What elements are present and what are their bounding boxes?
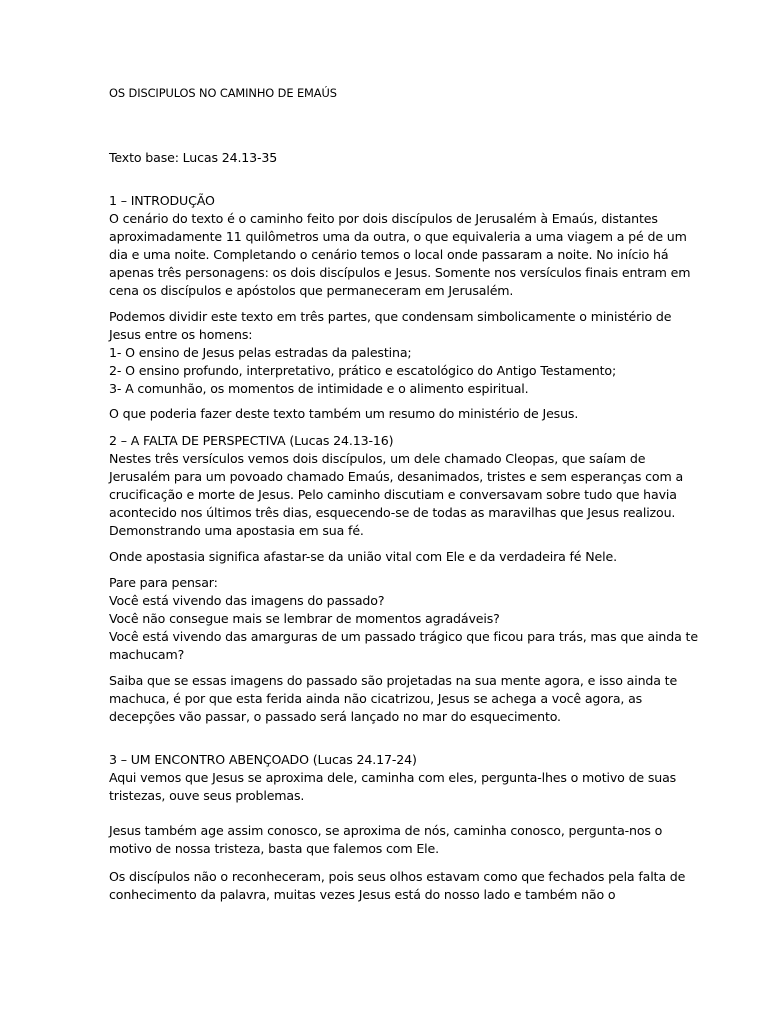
document-title: OS DISCIPULOS NO CAMINHO DE EMAÚS <box>109 86 337 100</box>
base-text: Texto base: Lucas 24.13-35 <box>109 150 278 165</box>
paragraph-jesus-with-us <box>109 822 669 858</box>
paragraph-line: dia e uma noite. Completando o cenário temos o local onde passaram a noite. No início há <box>109 247 669 262</box>
paragraph-line: Os discípulos não o reconheceram, pois seus olhos estavam como que fechados pela falta de <box>109 869 686 884</box>
paragraph-line: Você está vivendo das amarguras de um passado trágico que ficou para trás, mas que ainda te <box>109 629 698 644</box>
section-heading: 3 – UM ENCONTRO ABENÇOADO (Lucas 24.17-24) <box>109 752 417 767</box>
paragraph-not-recognized <box>109 868 686 904</box>
paragraph-line: machucam? <box>109 647 185 662</box>
section-blessed-encounter <box>109 751 677 805</box>
section-heading: 2 – A FALTA DE PERSPECTIVA (Lucas 24.13-16) <box>109 433 394 448</box>
list-item: 1- O ensino de Jesus pelas estradas da palestina; <box>109 345 412 360</box>
paragraph-line: O cenário do texto é o caminho feito por dois discípulos de Jerusalém à Emaús, distantes <box>109 211 658 226</box>
paragraph-line: aproximadamente 11 quilômetros uma da outra, o que equivaleria a uma viagem a pé de um <box>109 229 687 244</box>
section-lack-of-perspective <box>109 432 684 540</box>
list-item: 2- O ensino profundo, interpretativo, prático e escatológico do Antigo Testamento; <box>109 363 617 378</box>
paragraph-line: decepções vão passar, o passado será lançado no mar do esquecimento. <box>109 709 561 724</box>
paragraph-line: motivo de nossa tristeza, basta que falemos com Ele. <box>109 841 439 856</box>
paragraph-line: conhecimento da palavra, muitas vezes Jesus está do nosso lado e também não o <box>109 887 616 902</box>
paragraph-line: O que poderia fazer deste texto também um resumo do ministério de Jesus. <box>109 406 579 421</box>
paragraph-line: Demonstrando uma apostasia em sua fé. <box>109 523 364 538</box>
paragraph-line: Você não consegue mais se lembrar de momentos agradáveis? <box>109 611 500 626</box>
paragraph-line: tristezas, ouve seus problemas. <box>109 788 305 803</box>
paragraph-apostasy <box>109 548 669 566</box>
paragraph-line: Nestes três versículos vemos dois discípulos, um dele chamado Cleopas, que saíam de <box>109 451 646 466</box>
paragraph-line: cena os discípulos e apóstolos que permaneceram em Jerusalém. <box>109 283 514 298</box>
list-item: 3- A comunhão, os momentos de intimidade e o alimento espiritual. <box>109 381 529 396</box>
paragraph-line: crucificação e morte de Jesus. Pelo caminho discutiam e conversavam sobre tudo que havia <box>109 487 677 502</box>
paragraph-line: Jesus entre os homens: <box>109 327 253 342</box>
paragraph-line: Saiba que se essas imagens do passado são projetadas na sua mente agora, e isso ainda te <box>109 673 678 688</box>
section-introduction <box>109 192 691 300</box>
paragraph-line: Podemos dividir este texto em três partes, que condensam simbolicamente o ministério de <box>109 309 672 324</box>
paragraph-line: machuca, é por que esta ferida ainda não cicatrizou, Jesus se achega a você agora, as <box>109 691 643 706</box>
paragraph-line: Você está vivendo das imagens do passado? <box>109 593 385 608</box>
paragraph-line: Jerusalém para um povoado chamado Emaús, desanimados, tristes e sem esperanças com a <box>109 469 684 484</box>
section-heading: 1 – INTRODUÇÃO <box>109 193 215 208</box>
paragraph-line: Onde apostasia significa afastar-se da união vital com Ele e da verdadeira fé Nele. <box>109 549 617 564</box>
paragraph-line: acontecido nos últimos três dias, esquecendo-se de todas as maravilhas que Jesus realizou. <box>109 505 676 520</box>
paragraph-line: apenas três personagens: os dois discípulos e Jesus. Somente nos versículos finais entram em <box>109 265 691 280</box>
paragraph-three-parts <box>109 308 672 398</box>
paragraph-healing <box>109 672 678 726</box>
paragraph-reflection <box>109 574 698 664</box>
paragraph-line: Aqui vemos que Jesus se aproxima dele, caminha com eles, pergunta-lhes o motivo de suas <box>109 770 677 785</box>
paragraph-line: Pare para pensar: <box>109 575 218 590</box>
paragraph-summary <box>109 405 669 423</box>
paragraph-line: Jesus também age assim conosco, se aproxima de nós, caminha conosco, pergunta-nos o <box>109 823 663 838</box>
